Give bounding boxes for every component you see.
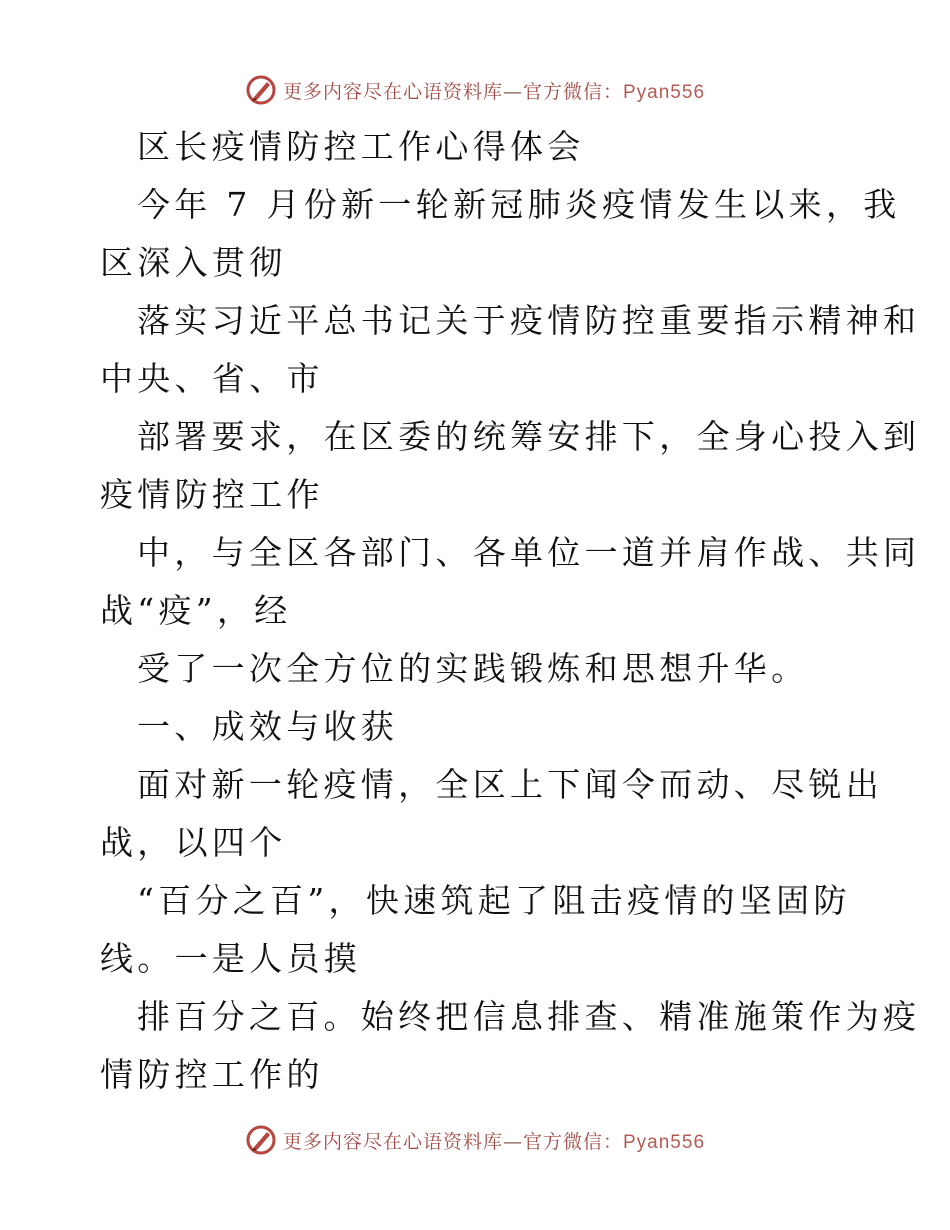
banner-text	[283, 1127, 705, 1154]
document-title: 区长疫情防控工作心得体会	[137, 127, 585, 166]
paragraph-line: 中，与全区各部门、各单位一道并肩作战、共同	[137, 533, 921, 572]
brand-text: 更多内容尽在心语资料库	[282, 1130, 503, 1153]
paragraph-line: 今年 7 月份新一轮新冠肺炎疫情发生以来，我	[137, 185, 901, 224]
paragraph-line: 区深入贯彻	[100, 243, 287, 282]
wechat-label: 官方微信：	[522, 1130, 623, 1153]
wechat-id: Pyan556	[623, 1131, 706, 1153]
paragraph-line: 排百分之百。始终把信息排查、精准施策作为疫	[137, 997, 921, 1036]
paragraph-line: 战“疫”，经	[100, 591, 292, 630]
paragraph-line: 落实习近平总书记关于疫情防控重要指示精神和	[137, 301, 921, 340]
banner-text	[283, 77, 705, 104]
footer-banner	[0, 1120, 950, 1160]
paragraph-line: 情防控工作的	[100, 1055, 324, 1094]
wechat-id: Pyan556	[623, 81, 706, 103]
paragraph-line: 受了一次全方位的实践锻炼和思想升华。	[137, 649, 809, 688]
banner-separator: —	[502, 80, 523, 103]
paragraph-line: 中央、省、市	[100, 359, 324, 398]
paragraph-line: 面对新一轮疫情，全区上下闻令而动、尽锐出	[137, 765, 883, 804]
brand-text: 更多内容尽在心语资料库	[282, 80, 503, 103]
pen-logo-icon	[245, 74, 277, 106]
paragraph-line: “百分之百”，快速筑起了阻击疫情的坚固防	[137, 881, 851, 920]
wechat-label: 官方微信：	[522, 80, 623, 103]
paragraph-line: 线。一是人员摸	[100, 939, 362, 978]
banner-separator: —	[502, 1130, 523, 1153]
paragraph-line: 战，以四个	[100, 823, 287, 862]
pen-logo-icon	[245, 1124, 277, 1156]
paragraph-line: 部署要求，在区委的统筹安排下，全身心投入到	[137, 417, 921, 456]
paragraph-line: 疫情防控工作	[100, 475, 324, 514]
section-heading: 一、成效与收获	[137, 707, 399, 746]
header-banner	[0, 70, 950, 110]
